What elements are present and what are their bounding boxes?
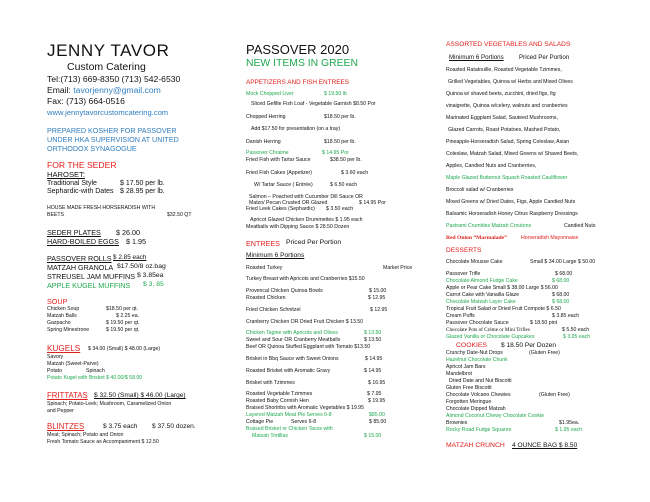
streusel-muffins-price: $ 3.85ea bbox=[137, 272, 164, 279]
menu-item: Sliced Gefilte Fish Loaf - Vegetable Garnish $8.50 Por bbox=[251, 101, 376, 107]
menu-item-price: $ 13.50 bbox=[364, 330, 382, 336]
menu-item-price: $ 14.95 bbox=[365, 356, 383, 362]
horseradish-price: $32.50 QT bbox=[167, 212, 192, 218]
vegetables-priced: Priced Per Portion bbox=[519, 54, 570, 61]
frittatas-description-2: and Pepper bbox=[47, 408, 74, 414]
menu-item-name: Passover Chraime bbox=[246, 150, 289, 156]
cookie-note: (Gluten Free) bbox=[539, 392, 570, 398]
menu-item-name: Layered Matzah Meat Pie Serves 6-8 bbox=[246, 412, 332, 418]
vegetable-list-line: Horseradish Mayonnaise bbox=[521, 235, 579, 241]
dessert-price: $ 68.00 bbox=[552, 278, 570, 284]
menu-item-price: $ 85.00 bbox=[369, 419, 387, 425]
menu-item-name: Chopped Herring bbox=[246, 114, 286, 120]
soup-name: Matzah Balls bbox=[47, 313, 77, 319]
menu-item-price: $ 12.95 bbox=[368, 295, 386, 301]
menu-item: Add $17.50 for presentation (on a tray) bbox=[251, 126, 341, 132]
cookie-name: Rocky Road Fudge Squares bbox=[446, 427, 512, 433]
menu-item-price: $ 15.00 bbox=[364, 433, 382, 439]
blintzes-title: BLINTZES bbox=[47, 422, 85, 431]
seder-title: FOR THE SEDER bbox=[47, 160, 117, 170]
passover-rolls-price: $ 2.85 each bbox=[113, 254, 147, 261]
seder-plates: SEDER PLATES bbox=[47, 228, 101, 237]
vegetable-list-line: Maple Glazed Butternut Squash Roasted Cauliflower bbox=[446, 175, 568, 181]
horseradish-line-2: BEETS bbox=[47, 212, 65, 218]
menu-item-name: Mock Chopped Liver bbox=[246, 91, 294, 97]
menu-item-price: $ 16.95 bbox=[368, 380, 386, 386]
menu-item-name: Roasted Turkey bbox=[246, 265, 283, 271]
menu-item-name: Matzo/ Pecan Crusted OR Glazed bbox=[249, 200, 328, 206]
vegetables-minimum: Minimum 6 Portions bbox=[449, 54, 504, 61]
email-link[interactable]: tavorjenny@gmail.com bbox=[73, 85, 161, 95]
menu-item-name: Fried Fish Cakes (Appetizer) bbox=[246, 170, 313, 176]
apple-kugel-muffins: APPLE KUGEL MUFFINS bbox=[47, 281, 131, 290]
haroset-sephardic-price: $ 28.95 per lb. bbox=[120, 188, 165, 195]
dessert-name: Chocolate Matzah Layer Cake bbox=[446, 299, 516, 305]
menu-item-price: $ 14.95 Por bbox=[322, 150, 349, 156]
menu-item-name: Roasted Chicken bbox=[246, 295, 286, 301]
kugels-price: $ 34.00 (Small) $ 48.00 (Large) bbox=[88, 346, 161, 352]
haroset-traditional-price: $ 17.50 per lb. bbox=[120, 180, 165, 187]
entrees-title: ENTREES bbox=[246, 239, 280, 248]
cookie-name: Chocolate Dipped Matzah bbox=[446, 406, 506, 412]
menu-item-name: Fried Chicken Schnitzel bbox=[246, 307, 301, 313]
dessert-price: Small $ 34.00 Large $ 50.00 bbox=[530, 259, 596, 265]
potato-kugel-brisket: Potato Kugel with Brisket $ 40.00/$ 58.00 bbox=[47, 375, 143, 381]
menu-subtitle: NEW ITEMS IN GREEN bbox=[246, 58, 358, 69]
soup-price: $18.50 per qt. bbox=[106, 306, 139, 312]
kosher-line-3: ORTHODOX SYNAGOGUE bbox=[47, 144, 137, 153]
menu-item-serves: Serves 6-8 bbox=[291, 419, 317, 425]
business-name: JENNY TAVOR bbox=[47, 41, 170, 60]
dessert-name: Passover Chocolate Sauce bbox=[446, 320, 509, 326]
menu-item-name: Roasted Baby Cornish Hen bbox=[246, 398, 309, 404]
soup-title: SOUP bbox=[47, 297, 68, 306]
cookie-name: Forgotten Meringue bbox=[446, 399, 492, 405]
hard-boiled-eggs: HARD-BOILED EGGS bbox=[47, 237, 119, 246]
menu-item-price: $ 7.95 bbox=[367, 391, 382, 397]
cookie-price: $ 1.95 each bbox=[555, 427, 583, 433]
menu-item-name: Brisket with Tzimmes bbox=[246, 380, 295, 386]
menu-item-price: Market Price bbox=[383, 265, 413, 271]
cookie-name: Crunchy Date-Nut Drops bbox=[446, 350, 503, 356]
email-label: Email: bbox=[47, 85, 71, 95]
vegetable-list-line: Roasted Ratatouille, Roasted Vegetable Tzimmes, bbox=[446, 67, 562, 73]
menu-item-price: $ 6.50 each bbox=[330, 182, 358, 188]
website-link[interactable]: www.jennytavorcustomcatering.com bbox=[47, 108, 169, 117]
menu-item-name: Matzah Tortillas bbox=[252, 433, 288, 439]
passover-rolls: PASSOVER ROLLS bbox=[47, 254, 112, 263]
cookies-price: $ 18.50 Per Dozen bbox=[501, 342, 556, 349]
dessert-price: $ 68.00 bbox=[552, 292, 570, 298]
kosher-line-1: PREPARED KOSHER FOR PASSOVER bbox=[47, 126, 177, 135]
dessert-price: $ 5.50 each bbox=[562, 327, 590, 333]
dessert-name: Chocolate Mousse Cake bbox=[446, 259, 503, 265]
kugel-item: Spinach bbox=[86, 368, 105, 374]
cookie-note: (Gluten Free) bbox=[529, 350, 560, 356]
menu-item: Meatballs with Dipping Sauce $ 28.50 Dozen bbox=[246, 224, 350, 230]
menu-item-price: $85.00 bbox=[369, 412, 385, 418]
streusel-muffins: STREUSEL JAM MUFFINS bbox=[47, 272, 135, 281]
menu-item-price: $18.50 per lb. bbox=[324, 139, 356, 145]
cookie-name: Gluten Free Biscotti bbox=[446, 385, 492, 391]
soup-name: Chicken Soup bbox=[47, 306, 80, 312]
entrees-priced-note: Priced Per Portion bbox=[286, 239, 342, 246]
menu-item-price: $ 14.95 Por bbox=[359, 200, 386, 206]
dessert-item: Tropical Fruit Salad or Dried Fruit Compote $ 6.50 bbox=[446, 306, 561, 312]
vegetable-list-line: Grilled Vegetables, Quinoa w/ Herbs and Mixed Olives bbox=[448, 79, 573, 85]
menu-item-price: $ 19.95 bbox=[368, 398, 386, 404]
dessert-name: Passover Trifle bbox=[446, 271, 481, 277]
matzah-granola: MATZAH GRANOLA bbox=[47, 263, 114, 272]
dessert-price: $ 68.00 bbox=[552, 299, 570, 305]
menu-item: Turkey Breast with Apricots and Cranberries $15.50 bbox=[246, 276, 365, 282]
menu-item-price: $38.50 per lb. bbox=[330, 157, 362, 163]
menu-item-name: W/ Tartar Sauce ( Entrée) bbox=[254, 182, 313, 188]
dessert-price: $ 3.95 each bbox=[563, 334, 591, 340]
menu-item: Braised Shortribs with Aromatic Vegetables $ 19.95 bbox=[246, 405, 364, 411]
hard-boiled-eggs-price: $ 1.95 bbox=[126, 237, 146, 246]
horseradish-line-1: HOUSE MADE FRESH HORSERADISH WITH bbox=[47, 205, 156, 211]
cookie-name: Mandelbrot bbox=[446, 371, 472, 377]
menu-item-name: Roasted Brisket with Aromatic Gravy bbox=[246, 368, 331, 374]
menu-item-price: $ 3.50 each bbox=[326, 206, 354, 212]
vegetable-list-line: Glazed Carrots, Roast Potatoes, Mashed Potato, bbox=[448, 127, 561, 133]
kugel-item: Savory bbox=[47, 354, 64, 360]
vegetable-list-line: Broccoli salad w/ Cranberries bbox=[446, 187, 514, 193]
menu-item-name: Chicken Tagine with Apricots and Olives bbox=[246, 330, 338, 336]
menu-item: Apricot Glazed Chicken Drummettes $ 1.95 each bbox=[250, 217, 363, 223]
dessert-name: Glazed Vanilla or Chocolate Cupcakes bbox=[446, 334, 535, 340]
dessert-name: Chocolate Pots of Crème or Mini Trifles bbox=[446, 327, 530, 333]
menu-item-name: Brisket in Bbq Sauce with Sweet Onions bbox=[246, 356, 339, 362]
menu-item-name: Danish Herring bbox=[246, 139, 281, 145]
kugel-item: Matzah (Sweet-Parve) bbox=[47, 361, 99, 367]
phone-numbers: Tel:(713) 669-8350 (713) 542-6530 bbox=[47, 74, 181, 84]
menu-item-name: Fried Fish with Tartar Sauce bbox=[246, 157, 311, 163]
menu-item-price: $ 13.50 bbox=[364, 337, 382, 343]
matzah-crunch-price: 4 OUNCE BAG $ 8.50 bbox=[512, 442, 578, 449]
soup-name: Spring Minestrone bbox=[47, 327, 90, 333]
menu-item-name: Cottage Pie bbox=[246, 419, 274, 425]
frittatas-title: FRITTATAS bbox=[47, 391, 88, 400]
vegetable-list-line: Pastrami Crumbles Matzah Croutons bbox=[446, 223, 532, 229]
blintzes-description: Meat; Spinach; Potato and Onion bbox=[47, 432, 124, 438]
menu-item-price: $ 15.00 bbox=[369, 288, 387, 294]
appetizers-title: APPETIZERS AND FISH ENTREES bbox=[246, 79, 349, 86]
cookie-name: Apricot Jam Bars bbox=[446, 364, 486, 370]
menu-item-price: $ 19.50 lb bbox=[324, 91, 347, 97]
vegetable-list-line: Red Onion “Marmalade” bbox=[446, 235, 507, 241]
menu-item-price: $ 14.95 bbox=[364, 368, 382, 374]
haroset-heading: HAROSET: bbox=[47, 170, 85, 179]
vegetable-list-line: Marinated Eggplant Salad, Sauteed Mushrooms, bbox=[446, 115, 558, 121]
menu-item-name: Provencal Chicken Quinoa Bowls bbox=[246, 288, 323, 294]
menu-item-name: Sweet and Sour OR Cranberry Meatballs bbox=[246, 337, 341, 343]
blintzes-price-dozen: $ 37.50 dozen. bbox=[152, 423, 196, 430]
dessert-item: Apple or Pear Cake Small $ 38.00 Large $ 56.00 bbox=[446, 285, 558, 291]
soup-price: $ 19.50 per qt. bbox=[106, 320, 140, 326]
menu-item: Braised Brisket or Chicken Tacos with bbox=[246, 426, 333, 432]
menu-item-price: $ 12.95 bbox=[370, 307, 388, 313]
cookies-title: COOKIES bbox=[456, 342, 487, 349]
blintzes-tomato-sauce: Fresh Tomato Sauce as Accompaniment $ 12.50 bbox=[47, 439, 159, 445]
vegetable-list-line: vinaigrette, Quinoa w/celery, walnuts and cranberries bbox=[446, 103, 568, 109]
kugel-item: Potato bbox=[47, 368, 62, 374]
vegetable-list-line: Quinoa w/ shaved beets, zucchini, dried figs, fig bbox=[446, 91, 556, 97]
apple-kugel-muffins-price: $ 3, 85 bbox=[143, 281, 164, 288]
vegetable-list-line: Coleslaw, Matzah Salad, Mixed Greens w/ Shaved Beets, bbox=[446, 151, 579, 157]
cookie-name: Chocolate Volcano Chewies bbox=[446, 392, 511, 398]
seder-plates-price: $ 26.00 bbox=[116, 228, 140, 237]
frittatas-description: Spinach; Potato-Leek; Mushroom, Caramelized Onion bbox=[47, 401, 172, 407]
dessert-price: $ 18.50 pint bbox=[530, 320, 558, 326]
haroset-sephardic: Sephardic-with Dates bbox=[47, 188, 114, 195]
dessert-name: Chocolate Almond Fudge Cake bbox=[446, 278, 518, 284]
menu-item-price: $ 3.60 each bbox=[341, 170, 369, 176]
dessert-price: $ 3.85 each bbox=[552, 313, 580, 319]
cookie-name: Brownies bbox=[446, 420, 468, 426]
business-subtitle: Custom Catering bbox=[67, 61, 146, 73]
vegetable-list-line: Balsamic Horseradish Honey Citrus Raspberry Dressings bbox=[446, 211, 578, 217]
vegetables-title: ASSORTED VEGETABLES AND SALADS bbox=[446, 41, 571, 48]
vegetable-list-line: Candied Nuts bbox=[564, 223, 596, 229]
menu-item-name: Fried Leek Cakes (Sephardic) bbox=[246, 206, 315, 212]
kosher-line-2: UNDER HKA SUPERVISION AT UNITED bbox=[47, 135, 179, 144]
frittatas-price: $ 32.50 (Small) $ 46.00 (Large) bbox=[94, 392, 186, 399]
matzah-granola-price: $17.50/8 oz.bag bbox=[117, 263, 166, 270]
vegetable-list-line: Mixed Greens w/ Dried Dates, Figs, Apple Candied Nuts bbox=[446, 199, 576, 205]
entrees-minimum: Minimum 6 Portions bbox=[246, 252, 305, 259]
email-line bbox=[47, 86, 161, 95]
desserts-title: DESSERTS bbox=[446, 247, 482, 254]
dessert-name: Carrot Cake with Vanailla Glaze bbox=[446, 292, 520, 298]
cookie-price: $1.95ea. bbox=[559, 420, 580, 426]
fax-number: Fax: (713) 664-0516 bbox=[47, 96, 125, 106]
soup-price: $ 2.25 ea. bbox=[116, 313, 140, 319]
vegetable-list-line: Apples, Candied Nuts and Cranberries, bbox=[446, 163, 537, 169]
soup-name: Gazpacho bbox=[47, 320, 71, 326]
menu-item: Cranberry Chicken OR Dried Fruit Chicken $ 13.50 bbox=[246, 319, 364, 325]
menu-item: Beef OR Quinoa Stuffed Eggplant with Tomato $13.50 bbox=[246, 344, 371, 350]
soup-price: $ 19.50 per qt. bbox=[106, 327, 140, 333]
menu-item-price: $18.50 per lb. bbox=[324, 114, 356, 120]
menu-item-name: Roasted Vegetable Tzimmes bbox=[246, 391, 313, 397]
kugels-title: KUGELS bbox=[47, 344, 81, 353]
menu-item: Salmon – Poached with Cucumber Dill Sauce OR bbox=[249, 194, 363, 200]
matzah-crunch-title: MATZAH CRUNCH bbox=[446, 442, 505, 449]
haroset-traditional: Traditional Style bbox=[47, 180, 97, 187]
dessert-price: $ 68.00 bbox=[555, 271, 573, 277]
cookie-name: Dried Date and Nut Biscotti bbox=[449, 378, 512, 384]
cookie-name: Hazelnut Chocolate Chunk bbox=[446, 357, 508, 363]
dessert-name: Cream Puffs bbox=[446, 313, 475, 319]
vegetable-list-line: Pineapple-Horseradish Salad, Spring Coleslaw, Asian bbox=[446, 139, 570, 145]
blintzes-price-each: $ 3.75 each bbox=[103, 423, 138, 430]
cookie-name: Almond Coconut Chewy Chocolate Cookie bbox=[446, 413, 545, 419]
menu-title: PASSOVER 2020 bbox=[246, 42, 350, 57]
